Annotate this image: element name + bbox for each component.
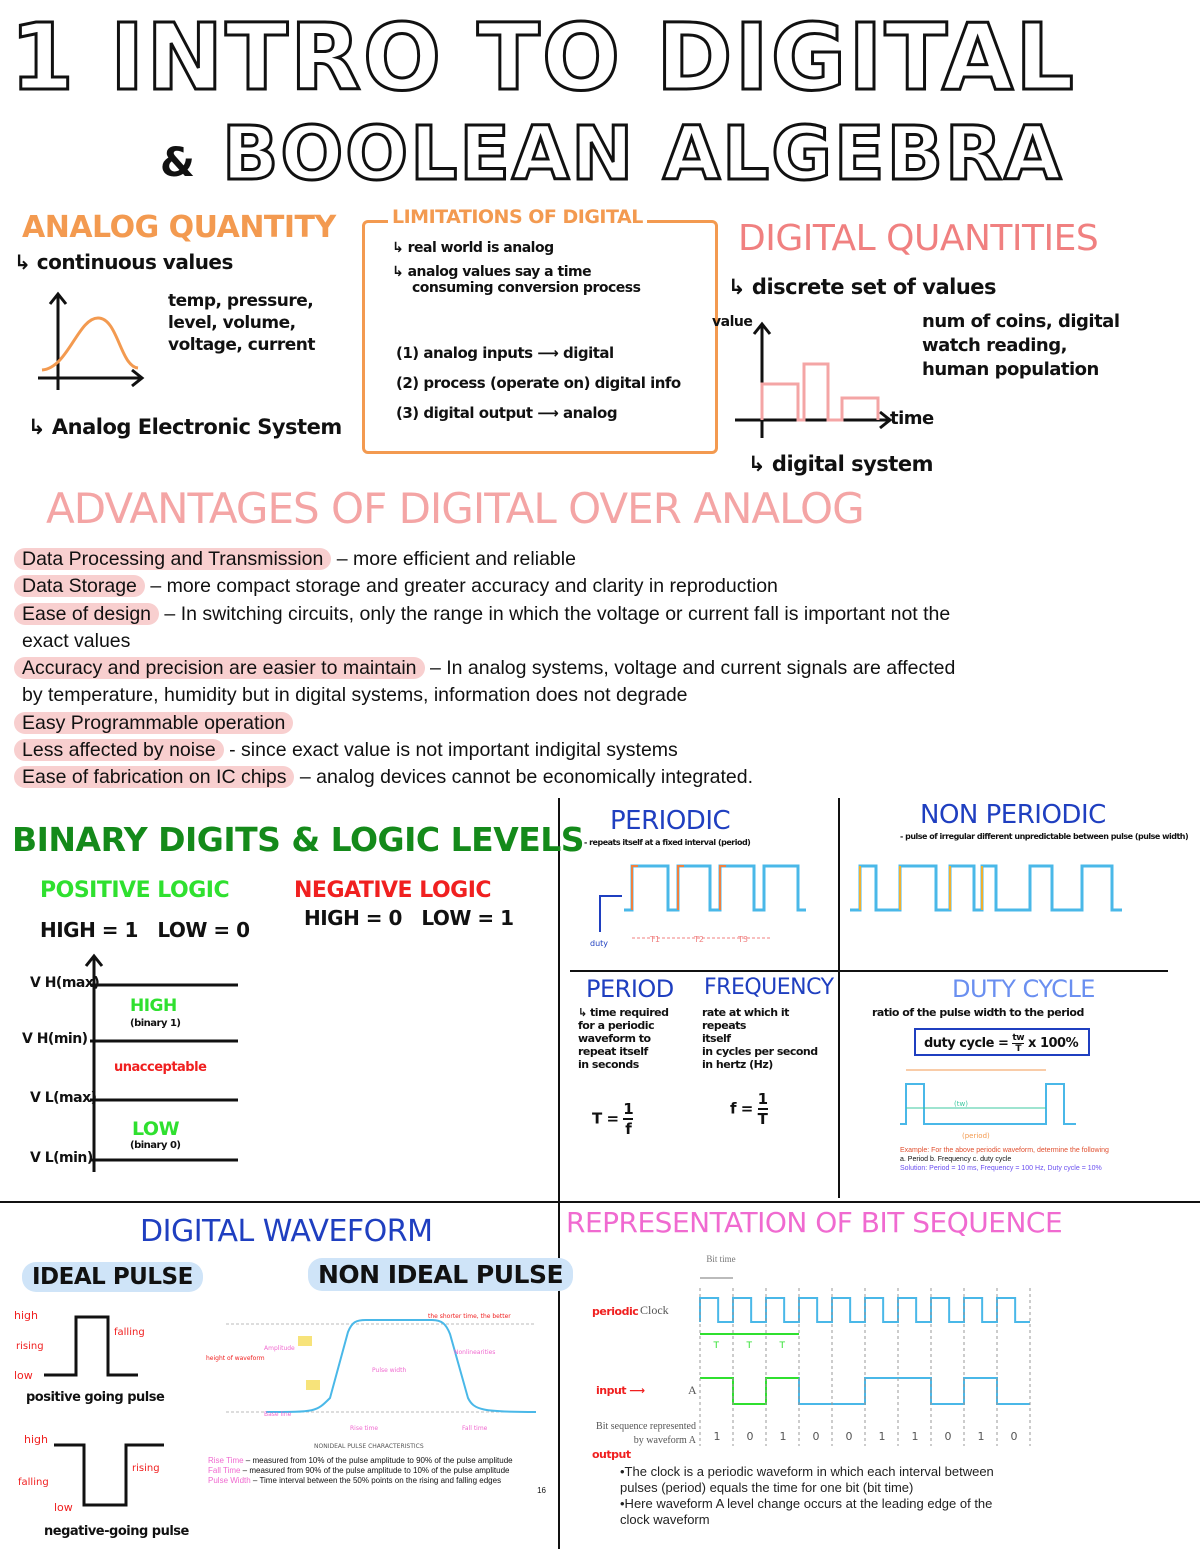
unacceptable-label: unacceptable — [114, 1060, 207, 1075]
duty-period-label: (period) — [962, 1132, 990, 1140]
advantage-item — [22, 573, 1182, 600]
bitseq-bits-label: Bit sequence represented by waveform A — [596, 1421, 696, 1446]
negative-going-pulse-label: negative-going pulse — [44, 1524, 189, 1539]
digital-ylabel: value — [712, 314, 753, 330]
duty-marker — [600, 896, 622, 932]
negative-logic-values: HIGH = 0 LOW = 1 — [304, 906, 514, 930]
negative-pulse — [54, 1445, 164, 1505]
advantage-highlight: Easy Programmable operation — [14, 712, 293, 734]
high-sub: (binary 1) — [130, 1018, 181, 1029]
periodic-wave-red-2 — [678, 866, 684, 910]
bitseq-A-label: A — [688, 1383, 697, 1397]
amp-highlight-1 — [298, 1336, 312, 1346]
limitation-1: ↳ real world is analog — [392, 240, 554, 256]
diag-pulse-width: Pulse width — [372, 1367, 407, 1374]
bitseq-diagram — [696, 1266, 1066, 1466]
advantage-highlight: Accuracy and precision are easier to maintain — [14, 657, 425, 679]
frequency-text-1: rate at which it repeats — [702, 1006, 789, 1032]
digital-sub: ↳ discrete set of values — [728, 275, 997, 299]
nonperiodic-sub: - pulse of irregular different unpredictable between pulse (pulse width) — [900, 832, 1189, 841]
limitation-2: ↳ analog values say a time — [392, 264, 592, 280]
bitseq-note-4: clock waveform — [620, 1512, 710, 1527]
level-label-1: V H(max) — [30, 975, 100, 991]
advantage-text: - since exact value is not important indigital systems — [223, 739, 678, 762]
advantage-text: – more efficient and reliable — [331, 548, 576, 570]
title-ampersand: & — [160, 140, 195, 186]
periodic-wave-red-3 — [720, 866, 726, 910]
bitseq-notes — [620, 1464, 1070, 1528]
nonperiodic-waveform — [846, 860, 1136, 920]
bit-time-label: Bit time — [706, 1254, 736, 1264]
frequency-heading: FREQUENCY — [704, 975, 834, 1000]
bit-value: 0 — [845, 1430, 853, 1443]
divider-vertical-right — [838, 798, 840, 1198]
advantage-item — [22, 764, 1182, 791]
positive-logic-values: HIGH = 1 LOW = 0 — [40, 918, 250, 942]
analog-system-text: Analog Electronic System — [51, 415, 342, 439]
diag-shorter-time: the shorter time, the better — [428, 1313, 511, 1320]
bit-value: 0 — [1010, 1430, 1018, 1443]
advantage-item — [22, 710, 1182, 737]
advantage-item — [22, 628, 1182, 655]
bitseq-heading: REPRESENTATION OF BIT SEQUENCE — [566, 1206, 1063, 1239]
rise-time-def: Rise Time – measured from 10% of the pulse amplitude to 90% of the pulse amplitude — [208, 1456, 513, 1465]
pos-high-label: high — [14, 1309, 38, 1322]
level-label-3: V L(max) — [30, 1090, 97, 1106]
diag-caption: NONIDEAL PULSE CHARACTERISTICS — [314, 1443, 424, 1450]
nonperiodic-heading: NON PERIODIC — [920, 800, 1106, 830]
neg-falling-label: falling — [18, 1477, 49, 1488]
advantage-highlight: Data Storage — [14, 575, 145, 597]
bitseq-note-1: •The clock is a periodic waveform in which each interval between — [620, 1464, 994, 1479]
diag-base-line: Base line — [264, 1411, 292, 1418]
frequency-text-4: in hertz (Hz) — [702, 1058, 773, 1071]
ideal-pulse-label: IDEAL PULSE — [22, 1262, 203, 1292]
analog-heading: ANALOG QUANTITY — [22, 210, 336, 245]
advantage-highlight: Data Processing and Transmission — [14, 548, 331, 570]
frequency-text — [702, 1006, 836, 1071]
pos-rising-label: rising — [16, 1341, 44, 1352]
analog-example-3: voltage, current — [168, 335, 315, 355]
bit-value: 1 — [911, 1430, 919, 1443]
duty-example — [900, 1146, 1160, 1173]
duty-wave — [900, 1084, 1076, 1124]
nonideal-pulse-diagram — [206, 1302, 546, 1452]
period-text-5: in seconds — [578, 1058, 639, 1071]
digital-system: ↳ digital system — [748, 452, 933, 476]
step-2: (2) process (operate on) digital info — [396, 374, 681, 392]
positive-going-pulse-label: positive going pulse — [26, 1390, 165, 1405]
period-T-label: T — [746, 1341, 752, 1351]
diag-nonlinearities: Nonlinearities — [454, 1349, 496, 1356]
bitseq-clock-label: Clock — [640, 1303, 669, 1317]
diag-rise-time: Rise time — [350, 1425, 379, 1432]
positive-logic-heading: POSITIVE LOGIC — [40, 878, 230, 903]
high-label: HIGH — [130, 996, 177, 1016]
digital-heading: DIGITAL QUANTITIES — [738, 218, 1099, 259]
page-subtitle: BOOLEAN ALGEBRA — [222, 111, 1064, 197]
limitations-items — [392, 240, 640, 296]
ideal-pulse-diagram — [14, 1305, 204, 1545]
advantage-item — [22, 682, 1182, 709]
period-text — [578, 1006, 668, 1071]
period-label-1: T1 — [650, 935, 660, 944]
analog-example-1: temp, pressure, — [168, 291, 314, 311]
periodic-sub: - repeats itself at a fixed interval (period) — [584, 838, 751, 847]
advantage-item — [22, 601, 1182, 628]
analog-graph — [28, 290, 158, 400]
neg-high-label: high — [24, 1433, 48, 1446]
duty-solution: Solution: Period = 10 ms, Frequency = 100 Hz, Duty cycle = 10% — [900, 1165, 1102, 1172]
period-text-4: repeat itself — [578, 1045, 648, 1058]
digital-graph — [730, 320, 900, 440]
positive-pulse — [44, 1317, 138, 1375]
analog-system: ↳ Analog Electronic System — [28, 415, 342, 439]
level-label-2: V H(min) — [22, 1031, 88, 1047]
duty-label: duty — [590, 939, 609, 948]
advantage-text: – In analog systems, voltage and current signals are affected — [424, 657, 956, 680]
periodic-heading: PERIODIC — [610, 806, 731, 836]
neg-low-label: low — [54, 1501, 73, 1514]
bit-value: 1 — [977, 1430, 985, 1443]
period-label-2: T2 — [694, 935, 704, 944]
duty-example-2: a. Period b. Frequency c. duty cycle — [900, 1156, 1012, 1163]
pos-falling-label: falling — [114, 1327, 145, 1338]
period-T-label: T — [779, 1341, 785, 1351]
period-text-1: ↳ time required — [578, 1006, 669, 1019]
duty-tw-label: (tw) — [954, 1100, 968, 1108]
bitseq-output-label: output — [592, 1448, 631, 1461]
divider-horizontal-lower — [0, 1201, 1200, 1203]
low-label: LOW — [132, 1118, 180, 1140]
advantage-item — [22, 655, 1182, 682]
digital-example-1: num of coins, digital — [922, 311, 1120, 332]
bit-value: 0 — [746, 1430, 754, 1443]
waveform-definitions — [208, 1456, 546, 1496]
digital-sub-text: discrete set of values — [751, 275, 997, 299]
diag-amplitude: Amplitude — [264, 1345, 295, 1352]
advantage-text: – more compact storage and greater accuracy and clarity in reproduction — [144, 575, 778, 598]
advantage-highlight: Ease of design — [14, 603, 159, 625]
waveform-heading: DIGITAL WAVEFORM — [140, 1214, 433, 1249]
analog-sub-text: continuous values — [36, 250, 233, 274]
duty-example-1: Example: For the above periodic waveform, determine the following — [900, 1147, 1109, 1154]
bit-value: 1 — [713, 1430, 721, 1443]
duty-formula-box: duty cycle = $\frac{tw}{T}$ x 100% — [914, 1028, 1090, 1056]
digital-examples — [922, 310, 1119, 382]
duty-sub: ratio of the pulse width to the period — [872, 1006, 1084, 1019]
advantages-heading: ADVANTAGES OF DIGITAL OVER ANALOG — [46, 484, 864, 533]
limitations-steps — [396, 338, 681, 428]
frequency-formula: f = $\frac{1}{T}$ — [730, 1090, 768, 1128]
period-formula: T = $\frac{1}{f}$ — [592, 1100, 634, 1138]
advantage-text: exact values — [22, 629, 131, 652]
nonperiodic-wave — [850, 866, 1122, 910]
low-sub: (binary 0) — [130, 1140, 181, 1151]
bit-value: 1 — [779, 1430, 787, 1443]
advantage-text: – analog devices cannot be economically integrated. — [294, 766, 754, 789]
bit-value: 0 — [812, 1430, 820, 1443]
period-text-2: for a periodic — [578, 1019, 655, 1032]
diag-fall-time: Fall time — [462, 1425, 488, 1432]
digital-example-2: watch reading, — [922, 335, 1067, 356]
bit-value: 0 — [944, 1430, 952, 1443]
analog-examples — [168, 290, 315, 356]
fall-time-def: Fall Time – measured from 90% of the pulse amplitude to 10% of the pulse amplitude — [208, 1466, 510, 1475]
periodic-wave-blue — [624, 866, 806, 910]
pos-low-label: low — [14, 1369, 33, 1382]
periodic-wave-red — [632, 866, 638, 910]
bitseq-note-2: pulses (period) equals the time for one bit (bit time) — [620, 1480, 914, 1495]
negative-logic-heading: NEGATIVE LOGIC — [294, 878, 492, 903]
page-number: 16 — [537, 1486, 546, 1495]
nonideal-pulse-curve — [266, 1320, 536, 1412]
advantage-highlight: Ease of fabrication on IC chips — [14, 766, 294, 788]
binary-heading: BINARY DIGITS & LOGIC LEVELS — [12, 820, 585, 859]
limitations-heading: LIMITATIONS OF DIGITAL — [388, 206, 647, 228]
nonideal-pulse-label: NON IDEAL PULSE — [308, 1258, 573, 1291]
digital-steps — [762, 364, 878, 420]
advantages-list — [22, 546, 1182, 792]
period-text-3: waveform to — [578, 1032, 651, 1045]
bitseq-periodic-label: periodic — [592, 1305, 639, 1318]
period-T-label: T — [713, 1341, 719, 1351]
step-3: (3) digital output ⟶ analog — [396, 404, 618, 422]
analog-example-2: level, volume, — [168, 313, 296, 333]
waveform-A-highlight — [700, 1378, 799, 1404]
limitation-3: consuming conversion process — [412, 280, 641, 296]
period-label-3: T3 — [738, 935, 748, 944]
bitseq-note-3: •Here waveform A level change occurs at the leading edge of the — [620, 1496, 993, 1511]
periodic-waveform — [576, 856, 816, 966]
analog-sub: ↳ continuous values — [14, 250, 233, 274]
divider-vertical-mid — [558, 798, 560, 1549]
analog-curve — [42, 318, 138, 370]
digital-system-text: digital system — [771, 452, 933, 476]
advantage-text: by temperature, humidity but in digital systems, information does not degrade — [22, 684, 688, 707]
advantage-text: – In switching circuits, only the range in which the voltage or current fall is important not the — [159, 602, 951, 625]
frequency-text-3: in cycles per second — [702, 1045, 818, 1058]
duty-diagram — [896, 1062, 1166, 1142]
bitseq-input-label: input ⟶ — [596, 1384, 645, 1397]
divider-horizontal-right — [570, 970, 1168, 972]
page-title: 1 INTRO TO DIGITAL — [10, 4, 1076, 111]
advantage-item — [22, 737, 1182, 764]
level-label-4: V L(min) — [30, 1150, 93, 1166]
bit-value: 1 — [878, 1430, 886, 1443]
neg-rising-label: rising — [132, 1463, 160, 1474]
duty-heading: DUTY CYCLE — [952, 975, 1095, 1003]
period-heading: PERIOD — [586, 975, 674, 1003]
advantage-highlight: Less affected by noise — [14, 739, 224, 761]
pulse-width-def: Pulse Width – Time interval between the 50% points on the rising and falling edges — [208, 1476, 502, 1485]
digital-xlabel: time — [890, 408, 934, 429]
frequency-text-2: itself — [702, 1032, 731, 1045]
step-1: (1) analog inputs ⟶ digital — [396, 344, 614, 362]
advantage-item — [22, 546, 1182, 573]
diag-height: height of waveform — [206, 1355, 265, 1362]
digital-example-3: human population — [922, 359, 1099, 380]
amp-highlight-2 — [306, 1380, 320, 1390]
